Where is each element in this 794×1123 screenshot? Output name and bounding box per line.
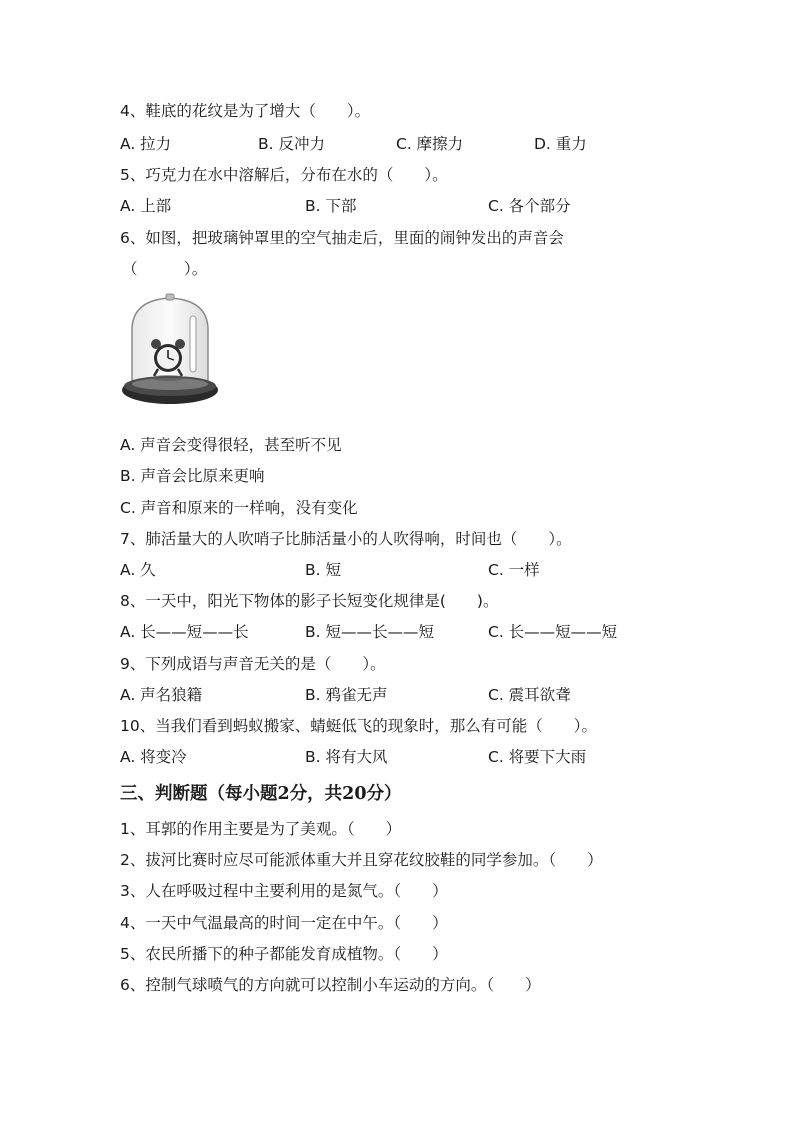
q4-option-b: B. 反冲力: [258, 135, 325, 153]
q8-option-a: A. 长——短——长: [120, 623, 249, 641]
q5-option-a: A. 上部: [120, 197, 172, 215]
q9-option-c: C. 震耳欲聋: [488, 686, 571, 704]
q7-option-c: C. 一样: [488, 561, 540, 579]
judgment-item-5: 5、农民所播下的种子都能发育成植物。（ ）: [120, 945, 448, 963]
q6-option-c: C. 声音和原来的一样响，没有变化: [120, 499, 358, 517]
q8-option-b: B. 短——长——短: [305, 623, 434, 641]
question-8-text: 8、一天中，阳光下物体的影子长短变化规律是( )。: [120, 592, 499, 610]
question-10-text: 10、当我们看到蚂蚁搬家、蜻蜓低飞的现象时，那么有可能（ ）。: [120, 717, 597, 735]
q5-option-b: B. 下部: [305, 197, 357, 215]
question-4-text: 4、鞋底的花纹是为了增大（ ）。: [120, 102, 371, 120]
q7-option-b: B. 短: [305, 561, 341, 579]
q4-option-d: D. 重力: [534, 135, 587, 153]
question-7-text: 7、肺活量大的人吹哨子比肺活量小的人吹得响，时间也（ ）。: [120, 530, 572, 548]
question-6-text-line1: 6、如图，把玻璃钟罩里的空气抽走后，里面的闹钟发出的声音会: [120, 229, 564, 247]
q7-option-a: A. 久: [120, 561, 156, 579]
q6-option-b: B. 声音会比原来更响: [120, 467, 265, 485]
bell-jar-alarm-clock-icon: [118, 292, 222, 414]
q10-option-c: C. 将要下大雨: [488, 748, 587, 766]
judgment-item-1: 1、耳郭的作用主要是为了美观。（ ）: [120, 820, 402, 838]
q9-option-b: B. 鸦雀无声: [305, 686, 388, 704]
q5-option-c: C. 各个部分: [488, 197, 571, 215]
judgment-item-3: 3、人在呼吸过程中主要利用的是氮气。（ ）: [120, 882, 448, 900]
q6-option-a: A. 声音会变得很轻，甚至听不见: [120, 436, 342, 454]
question-5-text: 5、巧克力在水中溶解后，分布在水的（ ）。: [120, 166, 448, 184]
section-3-heading: 三、判断题（每小题2分，共20分）: [120, 784, 402, 804]
q9-option-a: A. 声名狼籍: [120, 686, 203, 704]
judgment-item-6: 6、控制气球喷气的方向就可以控制小车运动的方向。（ ）: [120, 976, 541, 994]
judgment-item-4: 4、一天中气温最高的时间一定在中午。（ ）: [120, 914, 448, 932]
question-9-text: 9、下列成语与声音无关的是（ ）。: [120, 655, 386, 673]
q10-option-b: B. 将有大风: [305, 748, 388, 766]
question-6-text-line2: （ ）。: [122, 260, 208, 278]
q8-option-c: C. 长——短——短: [488, 623, 618, 641]
q4-option-c: C. 摩擦力: [396, 135, 464, 153]
q10-option-a: A. 将变冷: [120, 748, 187, 766]
q4-option-a: A. 拉力: [120, 135, 172, 153]
judgment-item-2: 2、拔河比赛时应尽可能派体重大并且穿花纹胶鞋的同学参加。（ ）: [120, 851, 603, 869]
